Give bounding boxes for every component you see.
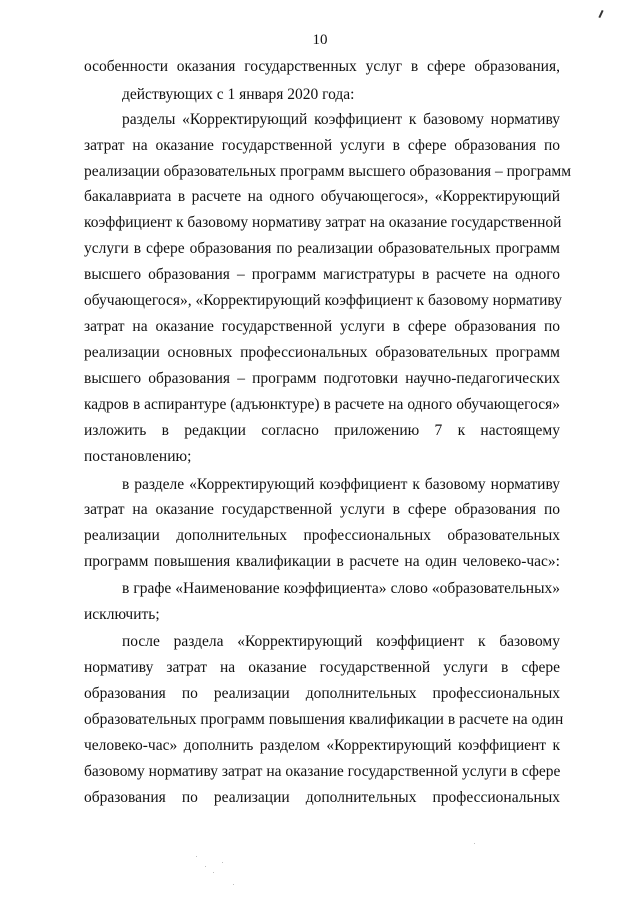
text-line: исключить; <box>84 606 160 623</box>
text-line: базовому нормативу затрат на оказание государственной услуги в сфере <box>84 763 561 780</box>
text-line: реализации образовательных программ высшего образования – программ <box>84 163 572 180</box>
text-line: затрат на оказание государственной услуги в сфере образования по <box>84 137 560 154</box>
text-line: образования по реализации дополнительных профессиональных <box>84 789 560 806</box>
text-line: кадров в аспирантуре (адъюнктуре) в расчете на одного обучающегося» <box>84 396 560 413</box>
text-line: действующих с 1 января 2020 года: <box>122 86 355 103</box>
text-line: нормативу затрат на оказание государственной услуги в сфере <box>84 659 560 676</box>
scan-mark <box>598 10 603 18</box>
text-line: затрат на оказание государственной услуги в сфере образования по <box>84 318 560 335</box>
text-line: затрат на оказание государственной услуги в сфере образования по <box>84 501 560 518</box>
page-number: 10 <box>312 32 328 48</box>
scan-speck <box>233 884 234 885</box>
text-line: человеко-час» дополнить разделом «Корректирующий коэффициент к <box>84 737 560 754</box>
text-line: бакалавриата в расчете на одного обучающегося», «Корректирующий <box>84 188 560 205</box>
text-line: после раздела «Корректирующий коэффициент к базовому <box>122 633 560 650</box>
scan-speck <box>196 856 197 857</box>
scan-speck <box>205 866 206 867</box>
scan-speck <box>474 843 475 844</box>
text-line: в графе «Наименование коэффициента» слово «образовательных» <box>122 580 560 597</box>
text-line: услуги в сфере образования по реализации образовательных программ <box>84 240 560 257</box>
text-line: коэффициент к базовому нормативу затрат на оказание государственной <box>84 214 562 231</box>
text-line: высшего образования – программ магистратуры в расчете на одного <box>84 266 560 283</box>
text-line: образовательных программ повышения квалификации в расчете на один <box>84 711 564 728</box>
text-line: образования по реализации дополнительных профессиональных <box>84 685 560 702</box>
text-line: реализации основных профессиональных образовательных программ <box>84 344 560 361</box>
text-line: реализации дополнительных профессиональных образовательных <box>84 527 560 544</box>
text-line: разделы «Корректирующий коэффициент к базовому нормативу <box>122 111 560 128</box>
text-line: особенности оказания государственных услуг в сфере образования, <box>84 58 560 75</box>
text-line: высшего образования – программ подготовки научно-педагогических <box>84 370 560 387</box>
text-line: постановлению; <box>84 448 192 465</box>
scan-speck <box>213 872 214 873</box>
text-line: программ повышения квалификации в расчете на один человеко-час»: <box>84 553 560 570</box>
text-line: изложить в редакции согласно приложению 7 к настоящему <box>84 422 560 439</box>
text-line: обучающегося», «Корректирующий коэффициент к базовому нормативу <box>84 292 562 309</box>
scan-speck <box>222 862 223 863</box>
text-line: в разделе «Корректирующий коэффициент к базовому нормативу <box>122 476 560 493</box>
